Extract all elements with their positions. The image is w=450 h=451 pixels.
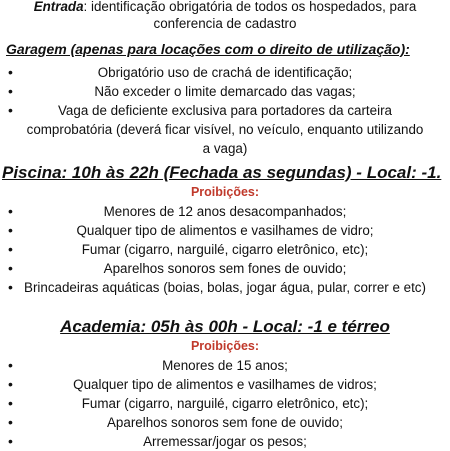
academia-heading: Academia: 05h às 00h - Local: -1 e térreo	[60, 317, 390, 336]
list-item	[0, 413, 450, 432]
bullet-icon: •	[8, 279, 13, 295]
list-item-text: Fumar (cigarro, narguilé, cigarro eletrônico, etc);	[81, 242, 369, 257]
list-item	[0, 375, 450, 394]
list-item	[0, 221, 450, 240]
entrada-label: Entrada	[33, 0, 84, 14]
list-item-text: Menores de 12 anos desacompanhados;	[103, 204, 347, 219]
list-item	[0, 82, 450, 101]
bullet-icon: •	[8, 376, 13, 392]
piscina-proibicoes-label: Proibições:	[190, 185, 260, 199]
list-item	[0, 394, 450, 413]
bullet-icon: •	[8, 241, 13, 257]
academia-proibicoes-label: Proibições:	[190, 339, 260, 353]
list-item	[0, 278, 450, 297]
entrada-paragraph	[0, 0, 450, 32]
list-item-text: Aparelhos sonoros sem fone de ouvido;	[107, 415, 343, 430]
list-item-text: Menores de 15 anos;	[162, 358, 288, 373]
list-item-text: Aparelhos sonoros sem fones de ouvido;	[103, 261, 347, 276]
list-item	[0, 432, 450, 451]
piscina-heading: Piscina: 10h às 22h (Fechada as segundas) - Local: -1.	[2, 163, 442, 182]
garagem-heading: Garagem (apenas para locações com o direito de utilização):	[6, 41, 410, 57]
list-item	[0, 101, 450, 158]
bullet-icon: •	[8, 102, 13, 118]
piscina-list	[0, 202, 450, 297]
bullet-icon: •	[8, 83, 13, 99]
list-item	[0, 240, 450, 259]
list-item-text: Brincadeiras aquáticas (boias, bolas, jogar água, pular, correr e etc)	[24, 280, 426, 295]
bullet-icon: •	[8, 260, 13, 276]
list-item-text: Não exceder o limite demarcado das vagas;	[94, 84, 356, 99]
bullet-icon: •	[8, 203, 13, 219]
bullet-icon: •	[8, 222, 13, 238]
entrada-text-line2: conferencia de cadastro	[153, 16, 297, 31]
academia-list	[0, 356, 450, 451]
list-item-text: Fumar (cigarro, narguilé, cigarro eletrônico, etc);	[81, 396, 369, 411]
list-item	[0, 356, 450, 375]
bullet-icon: •	[8, 64, 13, 80]
list-item-text: Qualquer tipo de alimentos e vasilhames de vidro;	[76, 223, 374, 238]
bullet-icon: •	[8, 357, 13, 373]
list-item	[0, 63, 450, 82]
list-item	[0, 259, 450, 278]
list-item-text: Vaga de deficiente exclusiva para portadores da carteira comprobatória (deverá ficar visível, no veículo, enquanto utilizando a vaga)	[26, 103, 424, 156]
list-item	[0, 202, 450, 221]
list-item-text: Obrigatório uso de crachá de identificação;	[97, 65, 353, 80]
list-item-text: Arremessar/jogar os pesos;	[143, 434, 307, 449]
bullet-icon: •	[8, 395, 13, 411]
list-item-text: Qualquer tipo de alimentos e vasilhames de vidros;	[73, 377, 377, 392]
bullet-icon: •	[8, 433, 13, 449]
bullet-icon: •	[8, 414, 13, 430]
garagem-list	[0, 63, 450, 158]
entrada-text-line1: : identificação obrigatória de todos os hospedados, para	[83, 0, 417, 14]
